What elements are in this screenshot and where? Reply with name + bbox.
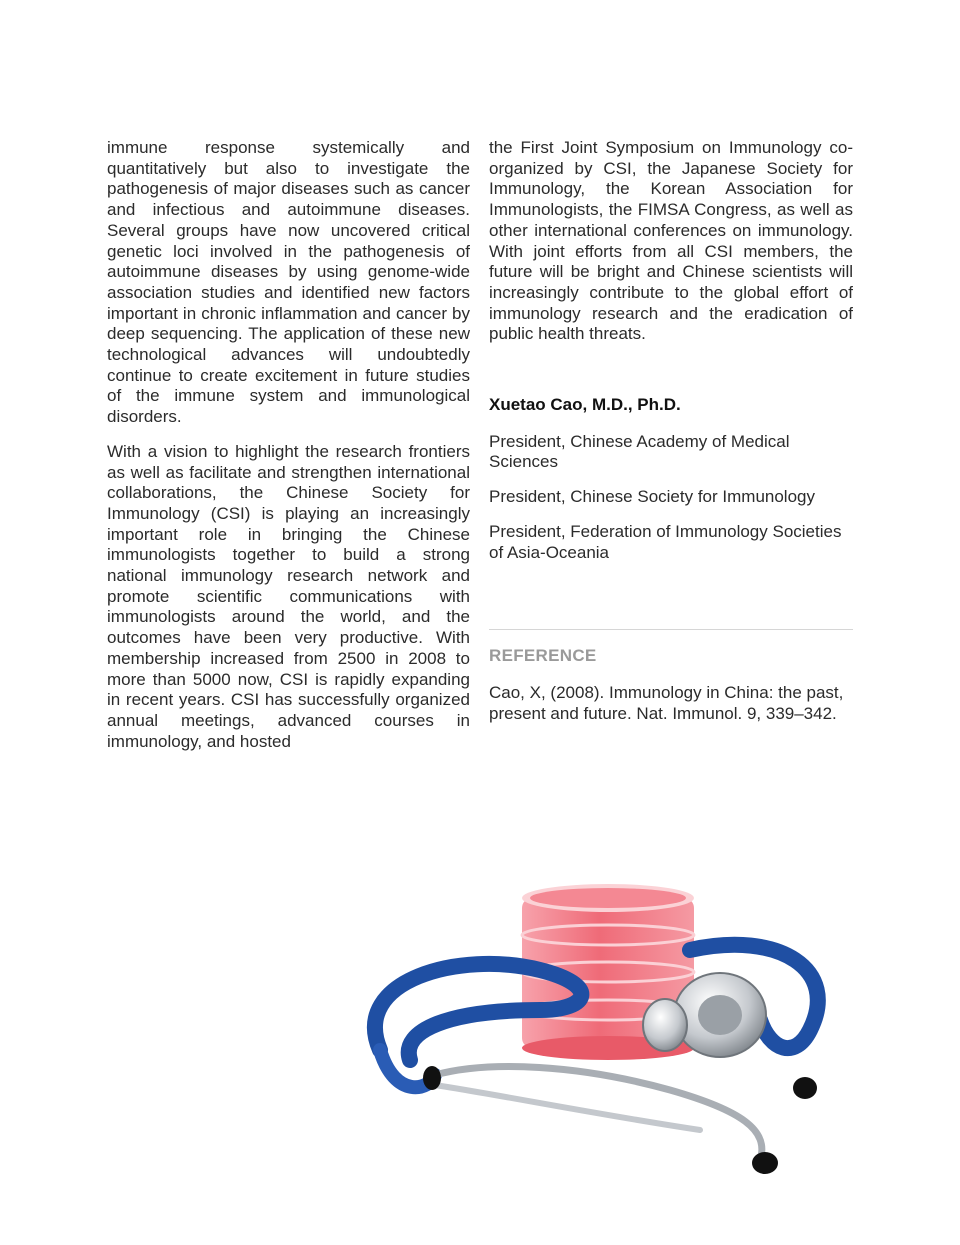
author-role: President, Chinese Academy of Medical Sciences <box>489 431 790 472</box>
section-divider <box>489 629 853 630</box>
body-paragraph: With a vision to highlight the research frontiers as well as facilitate and strengthen international collaborations, the Chinese Society for Immunology (CSI) is playing an increasingly important role in bringing the Chinese immunologists together to build a strong national immunology research network and promote scientific communications with immunologists around the world, and the outcomes have been very productive. With membership increased from 2500 in 2008 to more than 5000 now, CSI is rapidly expanding in recent years. CSI has successfully organized annual meetings, advanced courses in immunology, and hosted <box>107 441 470 751</box>
body-paragraph: immune response systemically and quantitatively but also to investigate the pathogenesis of major diseases such as cancer and infectious and autoimmune diseases. Several groups have now uncovered critical genetic loci involved in the pathogenesis of autoimmune diseases by using genome-wide association studies and identified new factors important in chronic inflammation and cancer by deep sequencing. The application of these new technological advances will undoubtedly continue to create excitement in future studies of the immune system and immunological disorders. <box>107 138 470 427</box>
right-column <box>489 138 853 738</box>
stethoscope-petri-dish-illustration <box>340 860 840 1190</box>
stethoscope-binaurals <box>435 1067 762 1160</box>
reference-citation: Cao, X, (2008). Immunology in China: the past, present and future. Nat. Immunol. 9, 339–342. <box>489 682 844 723</box>
author-name: Xuetao Cao, M.D., Ph.D. <box>489 395 681 415</box>
author-role: President, Federation of Immunology Societies of Asia-Oceania <box>489 521 842 562</box>
left-column <box>107 138 470 766</box>
body-paragraph: the First Joint Symposium on Immunology co-organized by CSI, the Japanese Society for Immunology, the Korean Association for Immunologists, the FIMSA Congress, as well as other international conferences on immunology. With joint efforts from all CSI members, the future will be bright and Chinese scientists will increasingly contribute to the global effort of immunology research and the eradication of public health threats. <box>489 138 853 344</box>
reference-heading: REFERENCE <box>489 646 597 666</box>
author-role: President, Chinese Society for Immunology <box>489 487 815 507</box>
